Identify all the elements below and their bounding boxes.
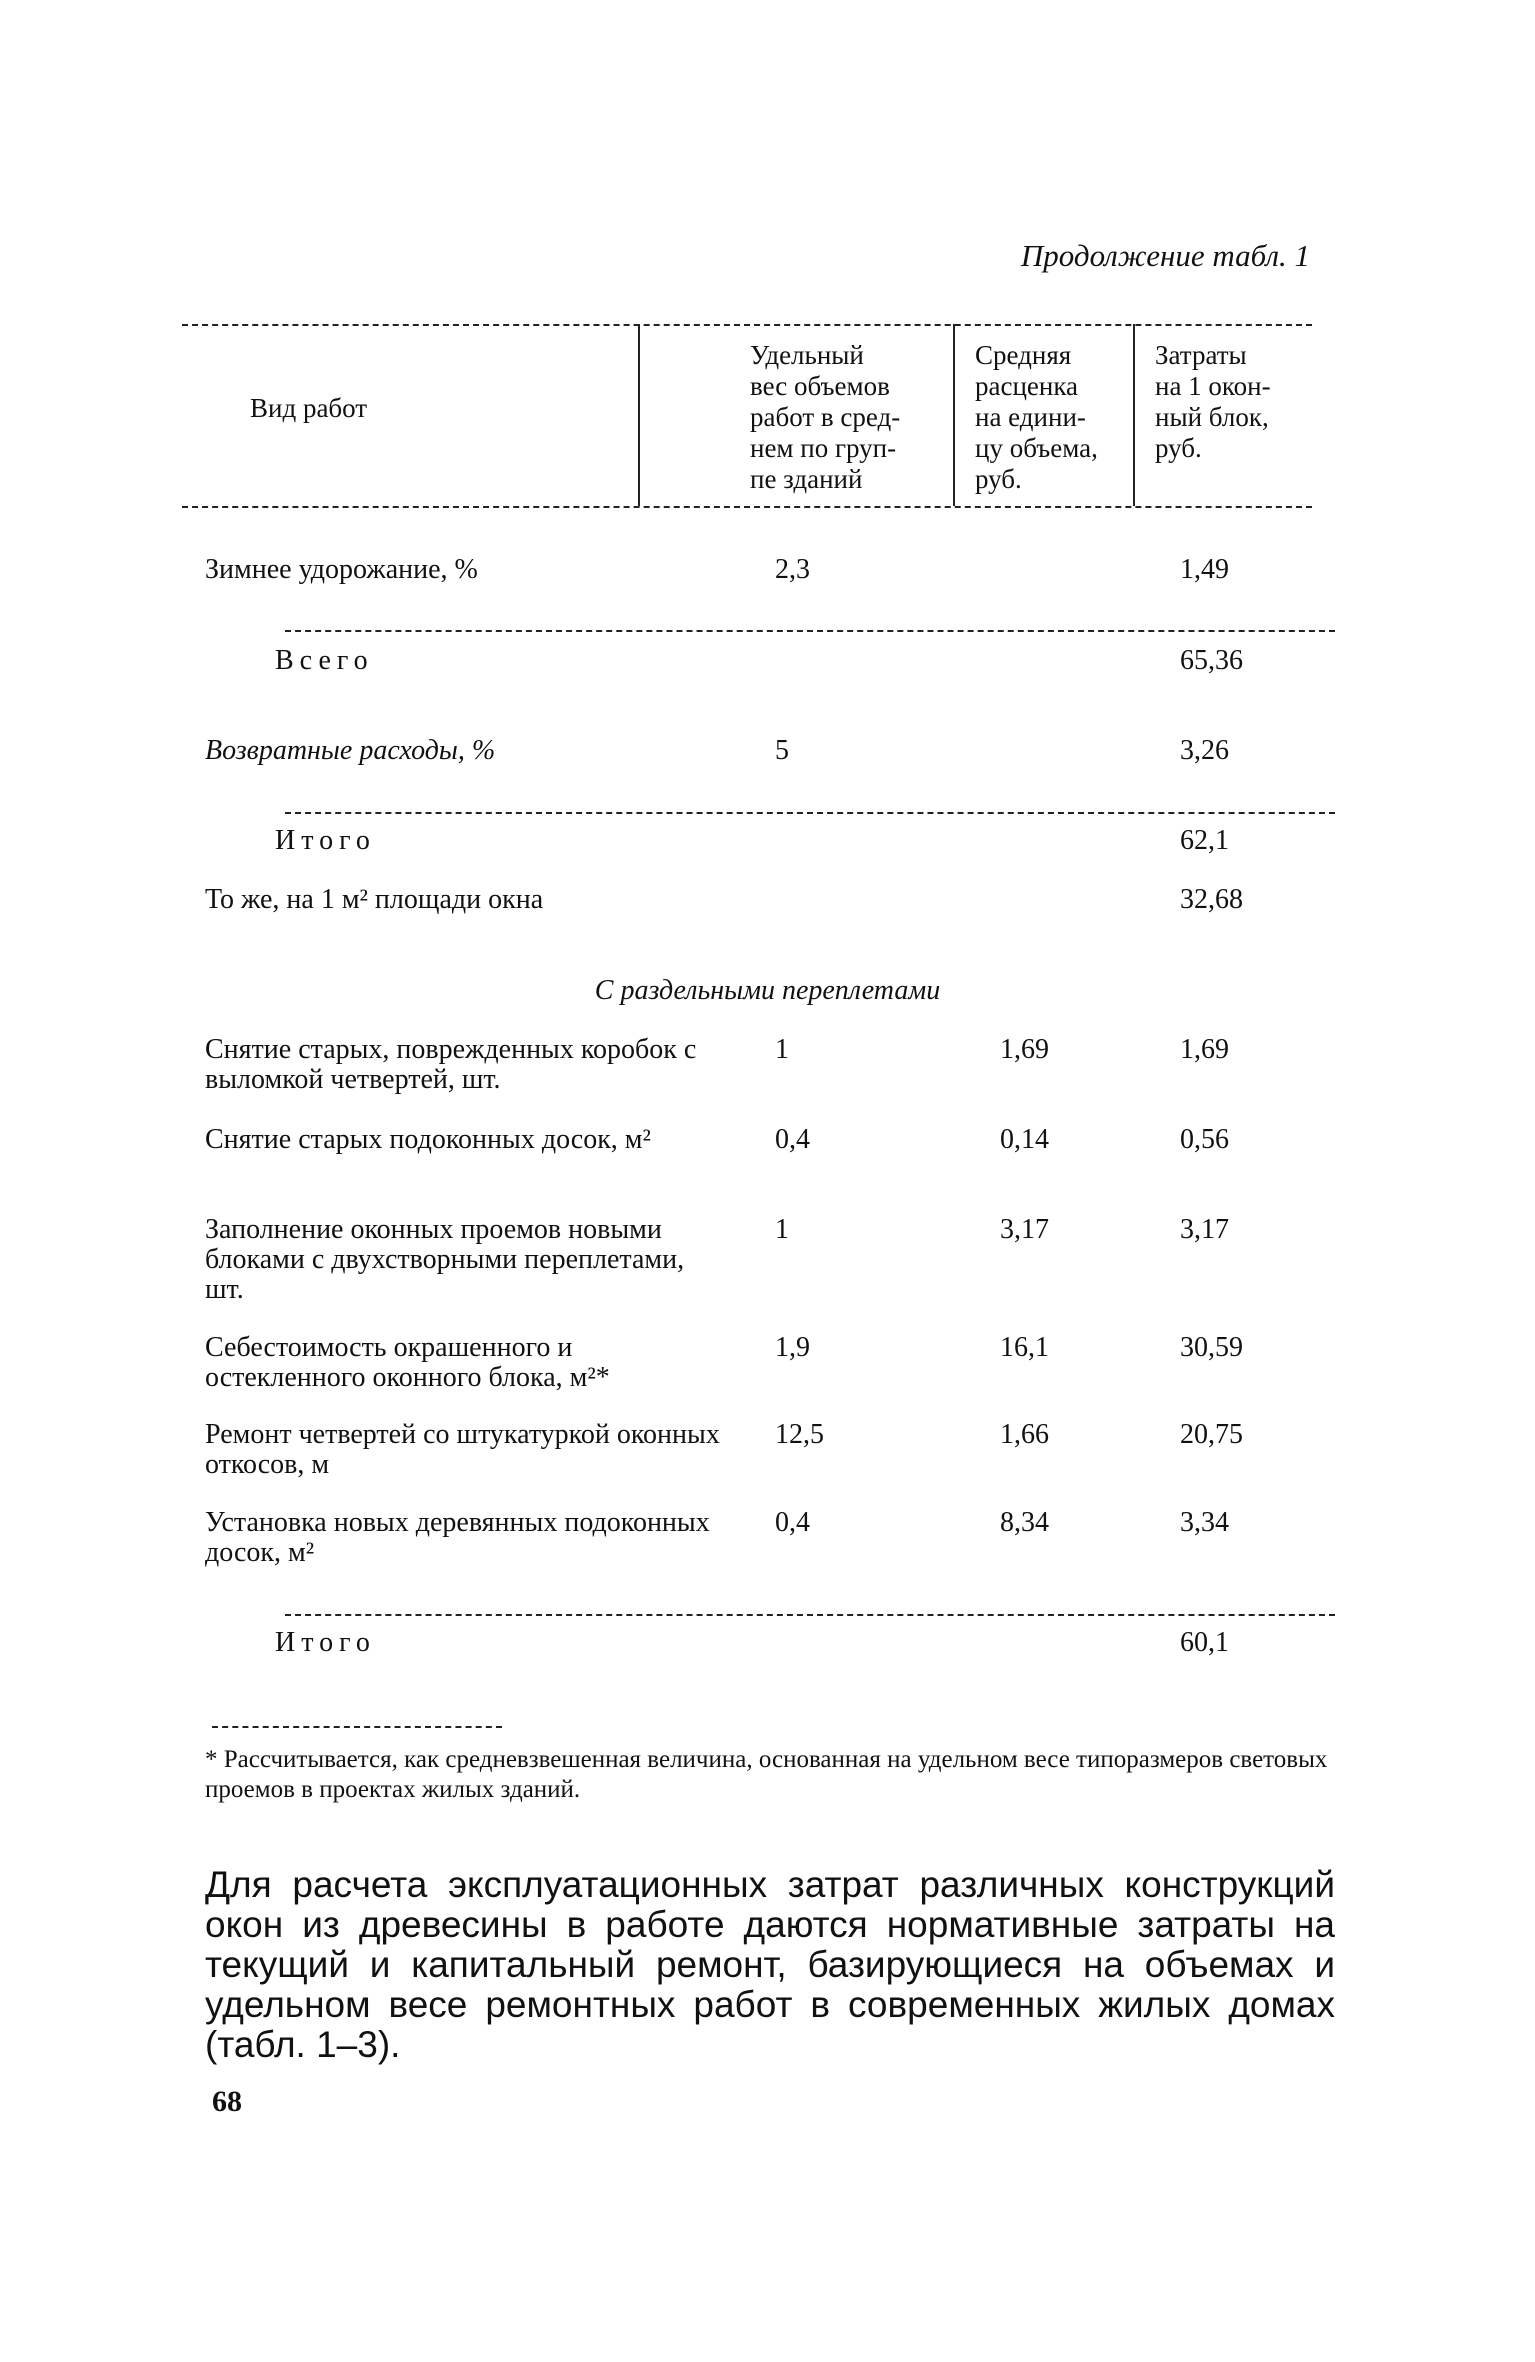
row-cost: 65,36 — [1180, 645, 1243, 676]
row-label: Установка новых деревянных подоконных досок, м² — [205, 1507, 710, 1568]
row-cost: 20,75 — [1180, 1419, 1243, 1450]
table-caption: Продолжение табл. 1 — [1020, 238, 1310, 273]
row-volume-share: 1,9 — [775, 1332, 810, 1363]
row-label: Себестоимость окрашенного и остекленного оконного блока, м²* — [205, 1332, 610, 1393]
row-volume-share: 1 — [775, 1214, 789, 1245]
row-label: Зимнее удорожание, % — [205, 554, 478, 585]
row-cost: 3,17 — [1180, 1214, 1229, 1245]
section-title: С раздельными переплетами — [594, 975, 941, 1006]
row-average-rate: 1,66 — [1000, 1419, 1049, 1450]
header-divider-2 — [953, 324, 955, 506]
row-average-rate: 8,34 — [1000, 1507, 1049, 1538]
row-cost: 1,69 — [1180, 1034, 1229, 1065]
row-cost: 1,49 — [1180, 554, 1229, 585]
footnote: * Рассчитывается, как средневзвешенная величина, основанная на удельном весе типоразмеров световых проемов в проектах жилых зданий. — [205, 1746, 1328, 1803]
row-average-rate: 0,14 — [1000, 1124, 1049, 1155]
header-top-rule — [182, 324, 1312, 326]
row-label: Возвратные расходы, % — [205, 735, 496, 766]
row-cost: 0,56 — [1180, 1124, 1229, 1155]
row-average-rate: 1,69 — [1000, 1034, 1049, 1065]
row-label: Заполнение оконных проемов новыми блоками с двухстворными переплетами, шт. — [205, 1214, 685, 1305]
header-divider-3 — [1133, 324, 1135, 506]
row-cost: 30,59 — [1180, 1332, 1243, 1363]
final-total-rule — [285, 1614, 1335, 1616]
header-work-type: Вид работ — [250, 393, 368, 423]
row-label: Всего — [275, 645, 374, 676]
row-label: То же, на 1 м² площади окна — [205, 884, 544, 915]
total-rule — [285, 812, 1335, 814]
row-cost: 60,1 — [1180, 1627, 1229, 1658]
row-volume-share: 0,4 — [775, 1507, 810, 1538]
row-volume-share: 0,4 — [775, 1124, 810, 1155]
row-cost: 3,34 — [1180, 1507, 1229, 1538]
row-label: Снятие старых, поврежденных коробок с выломкой четвертей, шт. — [205, 1034, 697, 1095]
row-label: Итого — [275, 825, 376, 856]
row-cost: 32,68 — [1180, 884, 1243, 915]
row-volume-share: 12,5 — [775, 1419, 824, 1450]
row-average-rate: 3,17 — [1000, 1214, 1049, 1245]
row-volume-share: 2,3 — [775, 554, 810, 585]
row-label: Снятие старых подоконных досок, м² — [205, 1124, 651, 1155]
row-cost: 62,1 — [1180, 825, 1229, 856]
header-average-rate: Средняя расценка на едини- цу объема, руб. — [975, 340, 1098, 494]
body-paragraph: Для расчета эксплуатационных затрат различных конструкций окон из древесины в работе даются нормативные затраты на текущий и капитальный ремонт, базирующиеся на объемах и удельном весе ремонтных работ в современных жилых домах (табл. 1–3). — [205, 1864, 1335, 2065]
row-label: Ремонт четвертей со штукатуркой оконных откосов, м — [205, 1419, 720, 1480]
row-average-rate: 16,1 — [1000, 1332, 1049, 1363]
row-cost: 3,26 — [1180, 735, 1229, 766]
subtotal-rule — [285, 630, 1335, 632]
header-volume-share: Удельный вес объемов работ в сред- нем по груп- пе зданий — [750, 340, 901, 494]
header-bottom-rule — [182, 506, 1312, 508]
row-label: Итого — [275, 1627, 376, 1658]
header-divider-1 — [638, 324, 640, 506]
header-cost-per-block: Затраты на 1 окон- ный блок, руб. — [1155, 340, 1271, 463]
page-number: 68 — [212, 2085, 242, 2118]
row-volume-share: 1 — [775, 1034, 789, 1065]
footnote-rule — [212, 1726, 502, 1728]
row-volume-share: 5 — [775, 735, 789, 766]
